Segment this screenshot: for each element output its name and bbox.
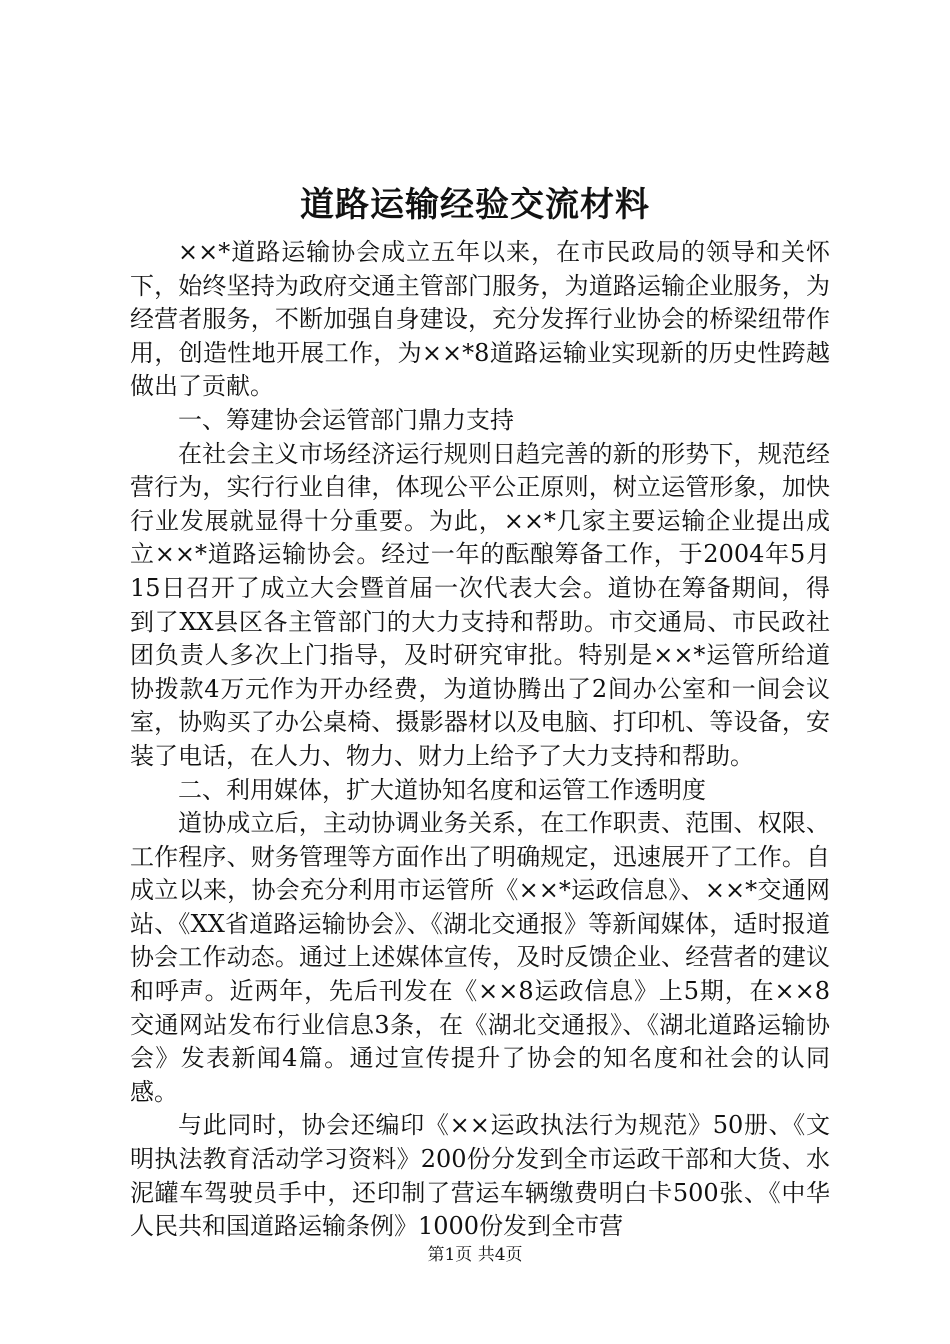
section-heading-2: 二、利用媒体，扩大道协知名度和运管工作透明度 — [178, 775, 706, 804]
document-title: 道路运输经验交流材料 — [300, 185, 650, 225]
paragraph-section-2: 道协成立后，主动协调业务关系，在工作职责、范围、权限、工作程序、财务管理等方面作出了明确规定，迅速展开了工作。自成立以来，协会充分利用市运管所《××*运政信息》、××*交通网站、《XX省道路运输协会》、《湖北交通报》等新闻媒体，适时报道协会工作动态。通过上述媒体宣传，及时反馈企业、经营者的建议和呼声。近两年，先后刊发在《××8运政信息》上5期，在××8交通网站发布行业信息3条，在《湖北交通报》、《湖北道路运输协会》发表新闻4篇。通过宣传提升了协会的知名度和社会的认同感。 — [130, 809, 830, 1106]
paragraph-intro: ××*道路运输协会成立五年以来，在市民政局的领导和关怀下，始终坚持为政府交通主管部门服务，为道路运输企业服务，为经营者服务，不断加强自身建设，充分发挥行业协会的桥梁纽带作用，创造性地开展工作，为××*8道路运输业实现新的历史性跨越做出了贡献。 — [130, 238, 830, 401]
section-heading-1: 一、筹建协会运管部门鼎力支持 — [178, 405, 514, 434]
page-number-footer: 第1页 共4页 — [427, 1245, 523, 1265]
document-body — [130, 236, 830, 1244]
paragraph-section-2-continued: 与此同时，协会还编印《××运政执法行为规范》50册、《文明执法教育活动学习资料》200份分发到全市运政干部和大货、水泥罐车驾驶员手中，还印制了营运车辆缴费明白卡500张、《中华人民共和国道路运输条例》1000份发到全市营 — [130, 1111, 830, 1241]
paragraph-section-1: 在社会主义市场经济运行规则日趋完善的新的形势下，规范经营行为，实行行业自律，体现公平公正原则，树立运管形象，加快行业发展就显得十分重要。为此，××*几家主要运输企业提出成立××*道路运输协会。经过一年的酝酿筹备工作，于2004年5月15日召开了成立大会暨首届一次代表大会。道协在筹备期间，得到了XX县区各主管部门的大力支持和帮助。市交通局、市民政社团负责人多次上门指导，及时研究审批。特别是××*运管所给道协拨款4万元作为开办经费，为道协腾出了2间办公室和一间会议室，协购买了办公桌椅、摄影器材以及电脑、打印机、等设备，安装了电话，在人力、物力、财力上给予了大力支持和帮助。 — [130, 439, 830, 770]
